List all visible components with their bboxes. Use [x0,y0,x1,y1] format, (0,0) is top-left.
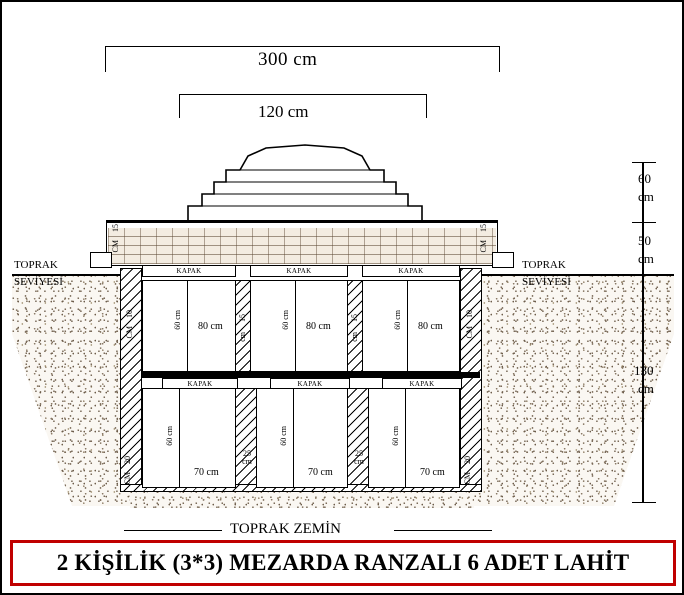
left-base-step [90,252,112,268]
dim-120-left-tick [179,94,180,118]
right-dim-60-value: 60 [638,171,651,186]
wall-mark-left-mid-value: 10 [125,310,134,318]
right-dim-axis [642,162,644,502]
wall-mark-right-upper-value: 15 [479,224,488,232]
title-banner-text: 2 KİŞİLİK (3*3) MEZARDA RANZALI 6 ADET LAHİT [56,550,630,575]
right-dim-130-unit: cm [638,381,654,396]
right-dim-60-unit: cm [638,189,654,204]
dim-120-line [179,94,427,95]
wall-mark-left-lower-unit: CM [123,472,132,485]
wall-mark-right-mid-unit: CM [465,326,474,339]
chamber-lower-3-divider [405,389,406,487]
partition-lower-1 [235,388,257,488]
chamber-upper-2-width: 80 cm [306,321,331,332]
partition-upper-2-unit: cm [350,332,359,342]
monument-base-outline [106,222,498,266]
chamber-lower-2-width: 70 cm [308,467,333,478]
right-dim-tick-2 [632,222,656,223]
dim-300-label: 300 cm [258,49,318,70]
soil-bottom-strip [130,490,474,508]
partition-upper-1 [235,280,251,372]
dim-120-label: 120 cm [258,102,309,121]
partition-upper-1-value: 15 [238,314,247,322]
chamber-upper-1-divider [187,281,188,371]
chamber-lower-1-width: 70 cm [194,467,219,478]
headstone-outline [180,142,430,222]
chamber-lower-3 [368,388,460,488]
title-banner [10,540,676,586]
chamber-upper-2-divider [295,281,296,371]
chamber-lower-2-height: 60 cm [279,426,288,446]
partition-upper-1-unit: cm [238,332,247,342]
chamber-upper-2-height: 60 cm [281,310,290,330]
bottom-label-rule-left [124,530,222,531]
right-dim-130-value: 130 [634,363,654,378]
chamber-lower-2-divider [293,389,294,487]
cover-lower-2: KAPAK [270,378,350,389]
chamber-lower-1 [142,388,236,488]
wall-mark-right-upper-unit: CM [479,240,488,253]
wall-mark-left-mid-unit: CM [125,326,134,339]
right-base-step [492,252,514,268]
right-dim-tick-3 [632,274,656,275]
wall-mark-right-lower-unit: CM [463,472,472,485]
partition-upper-2 [347,280,363,372]
chamber-upper-2 [250,280,348,372]
chamber-lower-1-divider [179,389,180,487]
chamber-lower-1-height: 60 cm [165,426,174,446]
cover-lower-3: KAPAK [382,378,462,389]
cover-upper-1: KAPAK [142,265,236,277]
ground-label-left-line1: TOPRAK [14,259,58,271]
chamber-upper-3-width: 80 cm [418,321,443,332]
chamber-lower-3-width: 70 cm [420,467,445,478]
right-dim-50-value: 50 [638,233,651,248]
bottom-ground-label: TOPRAK ZEMİN [230,521,341,537]
partition-lower-2 [347,388,369,488]
right-dim-tick-4 [632,502,656,503]
gap-lower-2-value: 25 cm [354,449,364,466]
dim-300-right-tick [499,46,500,72]
dim-120-right-tick [426,94,427,118]
bottom-label-rule-right [394,530,492,531]
soil-left [12,274,130,506]
wall-mark-left-upper-unit: CM [111,240,120,253]
ground-label-left-line2: SEVİYESİ [14,276,63,288]
partition-upper-2-value: 15 [350,314,359,322]
gap-lower-1-value: 25 cm [242,449,252,466]
dim-300-line [105,46,500,47]
right-dim-tick-1 [632,162,656,163]
ground-label-right-line1: TOPRAK [522,259,566,271]
chamber-lower-2 [256,388,348,488]
ground-label-right-line2: SEVİYESİ [522,276,571,288]
cover-lower-1: KAPAK [162,378,238,389]
right-dim-50-unit: cm [638,251,654,266]
chamber-upper-3 [362,280,460,372]
wall-mark-right-lower-value: 20 [463,456,472,464]
chamber-upper-1-width: 80 cm [198,321,223,332]
chamber-upper-1-height: 60 cm [173,310,182,330]
chamber-lower-3-height: 60 cm [391,426,400,446]
cover-upper-2: KAPAK [250,265,348,277]
chamber-upper-3-divider [407,281,408,371]
wall-mark-right-mid-value: 10 [465,310,474,318]
chamber-upper-3-height: 60 cm [393,310,402,330]
dim-300-left-tick [105,46,106,72]
wall-mark-left-upper-value: 15 [111,224,120,232]
cover-upper-3: KAPAK [362,265,460,277]
wall-mark-left-lower-value: 20 [123,456,132,464]
